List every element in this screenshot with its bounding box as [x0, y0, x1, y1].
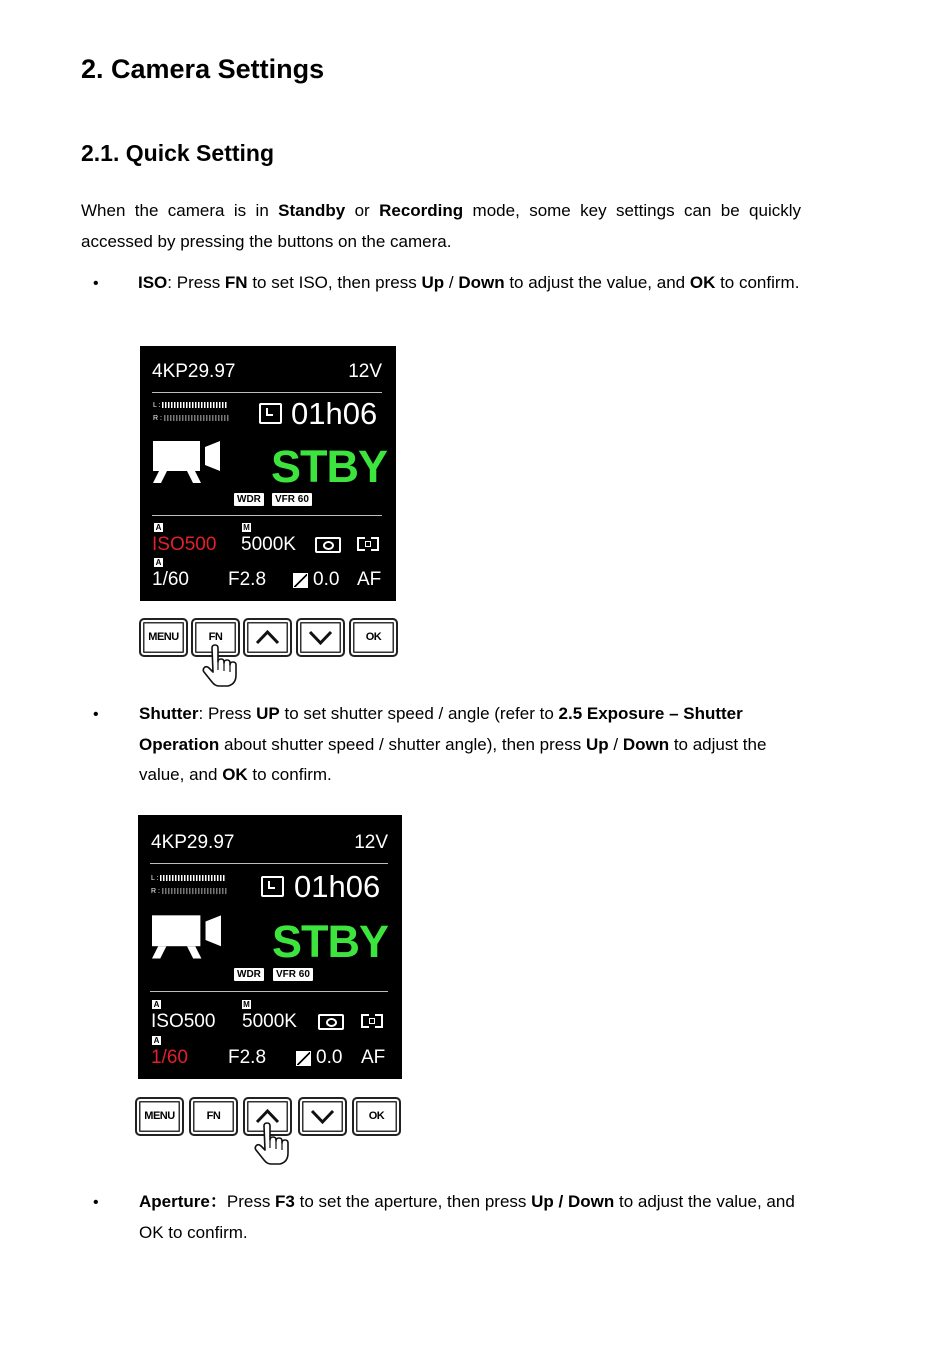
vfr-badge: VFR 60	[272, 493, 312, 506]
menu-button[interactable]: MENU	[135, 1097, 184, 1136]
intro-paragraph: When the camera is in Standby or Recording mode, some key settings can be quickly accessed by pressing the buttons on the camera.	[81, 201, 802, 251]
fn-button[interactable]: FN	[189, 1097, 238, 1136]
divider	[152, 392, 382, 393]
focus-area-icon	[357, 537, 379, 551]
shutter-auto-tag: A	[155, 558, 162, 567]
white-balance-value: 5000K	[242, 1011, 297, 1032]
divider	[152, 515, 382, 516]
iso-auto-tag: A	[155, 523, 162, 532]
ok-button[interactable]: OK	[349, 618, 398, 657]
voltage-readout: 12V	[348, 361, 382, 382]
chevron-down-icon	[310, 1107, 335, 1126]
iso-value: ISO500	[152, 534, 217, 555]
clock-icon	[261, 876, 284, 897]
divider	[150, 863, 388, 864]
wb-manual-tag: M	[243, 1000, 250, 1009]
bullet-marker: •	[93, 1194, 99, 1211]
exposure-compensation-icon	[296, 1051, 311, 1066]
chevron-up-icon	[255, 628, 280, 647]
exposure-value: 0.0	[316, 1047, 343, 1068]
iso-auto-tag: A	[153, 1000, 160, 1009]
clock-icon	[259, 403, 282, 424]
shutter-value: 1/60	[151, 1047, 188, 1068]
up-button[interactable]	[243, 618, 292, 657]
video-camera-icon	[153, 441, 221, 487]
down-button[interactable]	[298, 1097, 347, 1136]
status-indicator: STBY	[272, 916, 389, 967]
aperture-value: F2.8	[228, 569, 267, 590]
exposure-compensation-icon	[293, 573, 308, 588]
white-balance-value: 5000K	[241, 534, 296, 555]
bullet-marker: •	[93, 706, 99, 723]
menu-button[interactable]: MENU	[139, 618, 188, 657]
format-readout: 4KP29.97	[152, 361, 236, 382]
pointing-hand-icon	[200, 644, 240, 688]
shutter-instruction: Shutter: Press UP to set shutter speed / angle (refer to 2.5 Exposure – Shutter Operation about shutter speed / shutter angle), then press Up / Down to adjust the value, and OK to confirm.	[139, 704, 767, 784]
wb-manual-tag: M	[243, 523, 250, 532]
divider	[150, 991, 388, 992]
chevron-down-icon	[308, 628, 333, 647]
audio-meter-left: L :	[151, 874, 226, 884]
down-button[interactable]	[296, 618, 345, 657]
iso-instruction: ISO: Press FN to set ISO, then press Up / Down to adjust the value, and OK to confirm.	[138, 273, 800, 292]
white-balance-icon	[318, 1014, 344, 1030]
format-readout: 4KP29.97	[151, 832, 235, 853]
shutter-auto-tag: A	[153, 1036, 160, 1045]
audio-meter-right: R :	[153, 414, 230, 424]
status-indicator: STBY	[271, 441, 388, 492]
focus-mode-value: AF	[361, 1047, 386, 1068]
audio-meter-right: R :	[151, 887, 228, 897]
shutter-value: 1/60	[152, 569, 189, 590]
timecode: 01h06	[291, 396, 378, 431]
vfr-badge: VFR 60	[273, 968, 313, 981]
exposure-value: 0.0	[313, 569, 340, 590]
page-heading: 2. Camera Settings	[81, 54, 325, 84]
wdr-badge: WDR	[234, 968, 264, 981]
camera-screen-shutter	[138, 815, 402, 1079]
pointing-hand-icon	[252, 1122, 292, 1166]
ok-button[interactable]: OK	[352, 1097, 401, 1136]
aperture-instruction: Aperture：Press F3 to set the aperture, then press Up / Down to adjust the value, and OK to confirm.	[139, 1192, 795, 1242]
iso-value: ISO500	[151, 1011, 216, 1032]
voltage-readout: 12V	[354, 832, 388, 853]
aperture-value: F2.8	[228, 1047, 267, 1068]
fn-button[interactable]: FN	[191, 618, 240, 657]
camera-screen-iso	[140, 346, 396, 601]
bullet-marker: •	[93, 275, 99, 292]
focus-area-icon	[361, 1014, 383, 1028]
section-heading: 2.1. Quick Setting	[81, 140, 274, 166]
wdr-badge: WDR	[234, 493, 264, 506]
audio-meter-left: L :	[153, 401, 228, 411]
timecode: 01h06	[294, 869, 381, 904]
focus-mode-value: AF	[357, 569, 382, 590]
white-balance-icon	[315, 537, 341, 553]
video-camera-icon	[152, 915, 222, 963]
